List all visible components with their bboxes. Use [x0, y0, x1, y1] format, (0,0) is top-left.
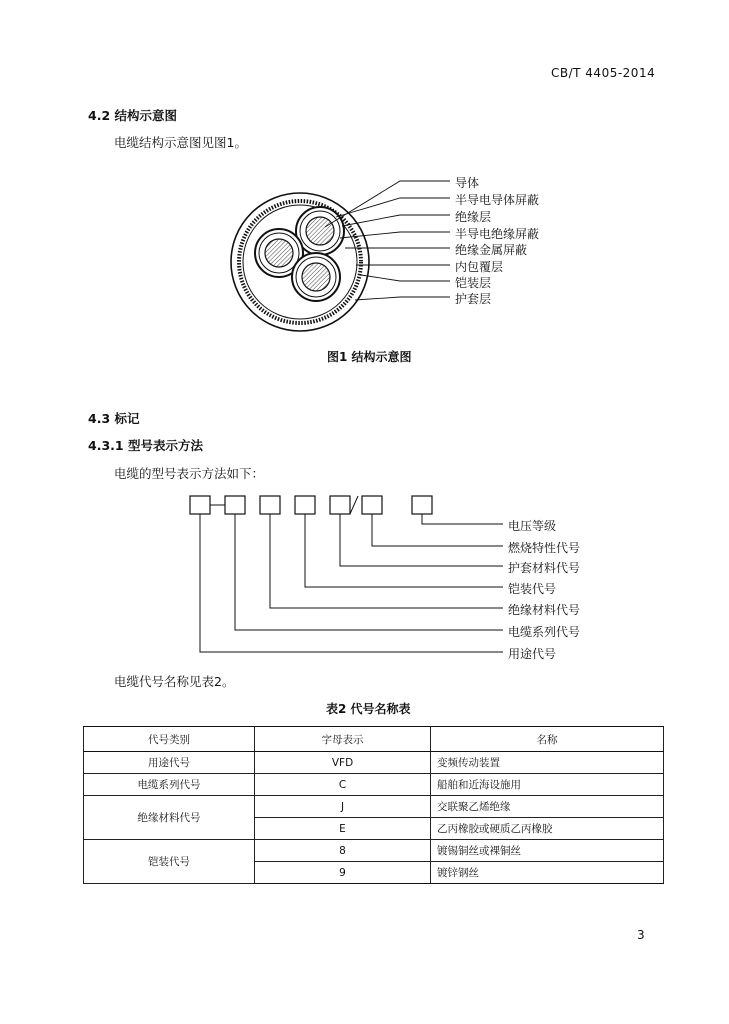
code-cell: C — [255, 774, 431, 796]
section-4-2-intro: 电缆结构示意图见图1。 — [114, 135, 247, 150]
code-cell: 9 — [255, 862, 431, 884]
table-caption: 表2 代号名称表 — [326, 702, 411, 716]
code-label-sheath: 护套材料代号 — [508, 561, 581, 575]
header-name: 名称 — [431, 727, 664, 752]
name-cell: 交联聚乙烯绝缘 — [431, 796, 664, 818]
code-cell: VFD — [255, 752, 431, 774]
name-cell: 镀锡铜丝或裸铜丝 — [431, 840, 664, 862]
cable-core-bottom — [292, 253, 340, 301]
table-row — [84, 796, 664, 818]
standard-number: CB/T 4405-2014 — [551, 66, 656, 80]
code-label-armour: 铠装代号 — [508, 582, 557, 596]
table-reference: 电缆代号名称见表2。 — [114, 674, 235, 689]
code-boxes — [190, 496, 432, 514]
header-code: 字母表示 — [255, 727, 431, 752]
label-armour: 铠装层 — [455, 276, 492, 290]
table-row — [84, 774, 664, 796]
name-cell: 乙丙橡胶或硬质乙丙橡胶 — [431, 818, 664, 840]
label-conductor: 导体 — [455, 176, 480, 190]
section-heading-4-3-1: 4.3.1 型号表示方法 — [88, 438, 203, 453]
category-cell: 用途代号 — [84, 752, 255, 774]
code-label-series: 电缆系列代号 — [508, 625, 581, 639]
label-sheath: 护套层 — [455, 292, 492, 306]
figure-caption: 图1 结构示意图 — [327, 350, 412, 364]
section-heading-4-3: 4.3 标记 — [88, 411, 140, 426]
section-4-3-1-intro: 电缆的型号表示方法如下： — [114, 466, 265, 481]
label-insulation: 绝缘层 — [455, 210, 492, 224]
section-heading-4-2: 4.2 结构示意图 — [88, 108, 177, 123]
category-cell: 电缆系列代号 — [84, 774, 255, 796]
page-number: 3 — [637, 928, 645, 942]
code-label-voltage: 电压等级 — [508, 519, 557, 533]
label-conductor-screen: 半导电导体屏蔽 — [455, 193, 540, 207]
code-leader-lines — [200, 496, 503, 652]
code-cell: 8 — [255, 840, 431, 862]
code-label-flame: 燃烧特性代号 — [508, 541, 581, 555]
category-cell: 绝缘材料代号 — [84, 796, 255, 840]
code-label-insulation: 绝缘材料代号 — [508, 603, 581, 617]
label-insulation-screen: 半导电绝缘屏蔽 — [455, 227, 540, 241]
name-cell: 船舶和近海设施用 — [431, 774, 664, 796]
label-inner-covering: 内包覆层 — [455, 260, 504, 274]
code-cell: E — [255, 818, 431, 840]
code-name-table — [83, 726, 664, 884]
table-header-row — [84, 727, 664, 752]
table-row — [84, 752, 664, 774]
name-cell: 镀锌钢丝 — [431, 862, 664, 884]
code-label-application: 用途代号 — [508, 647, 557, 661]
label-metal-screen: 绝缘金属屏蔽 — [455, 243, 528, 257]
name-cell: 变频传动装置 — [431, 752, 664, 774]
category-cell: 铠装代号 — [84, 840, 255, 884]
table-row — [84, 840, 664, 862]
code-cell: J — [255, 796, 431, 818]
header-category: 代号类别 — [84, 727, 255, 752]
